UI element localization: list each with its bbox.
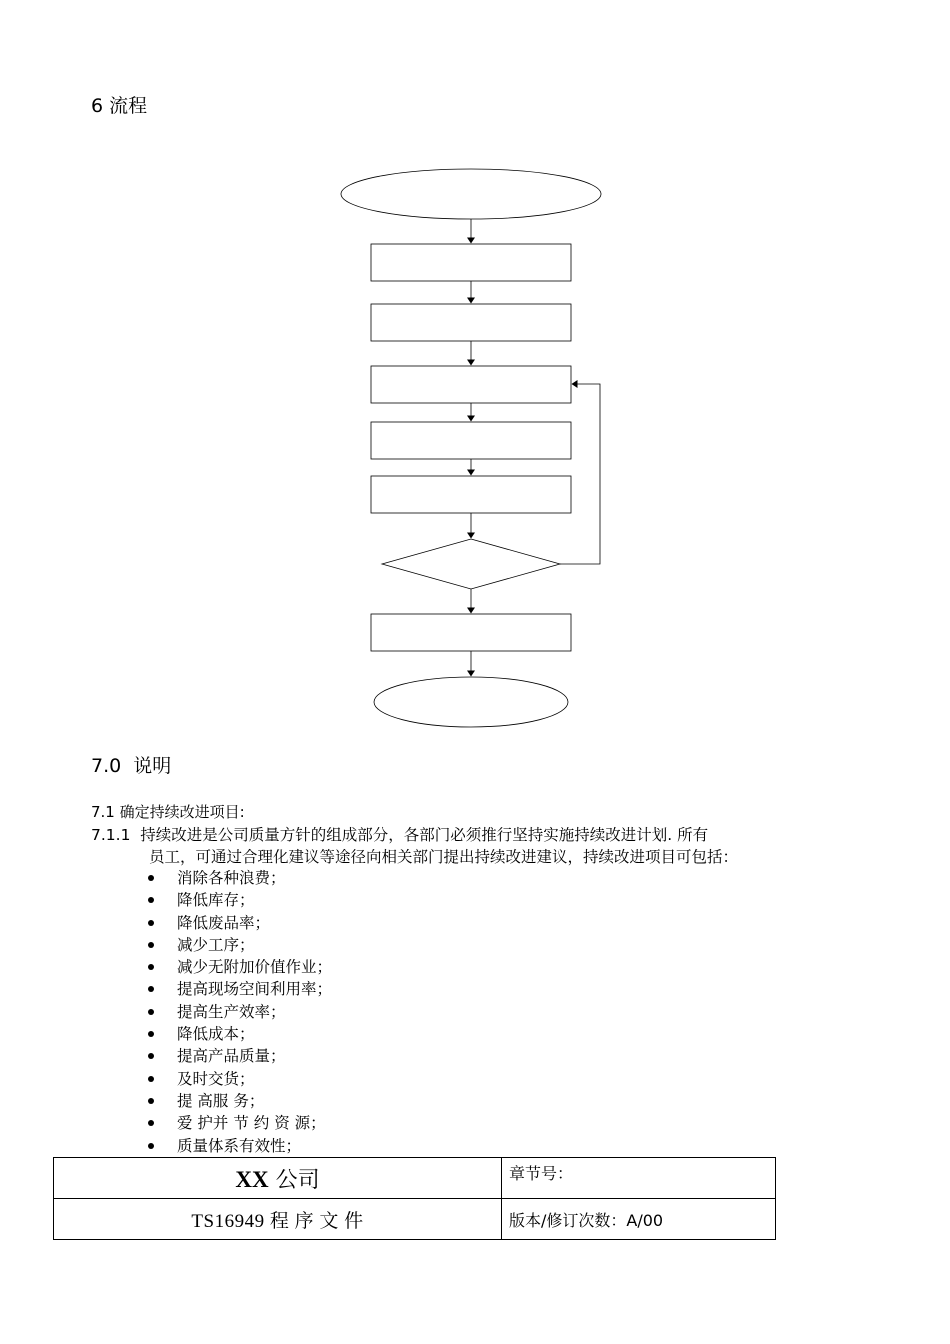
- list-item: 降低废品率；: [146, 912, 332, 934]
- bullet-icon: [148, 1053, 154, 1059]
- bullet-icon: [148, 897, 154, 903]
- bullet-icon: [148, 875, 154, 881]
- document-title-cell: [54, 1199, 502, 1240]
- flow-loop-back-arrow: [560, 384, 600, 564]
- flow-step-box: [371, 244, 571, 281]
- flow-end-ellipse: [374, 677, 568, 727]
- bullet-icon: [148, 1009, 154, 1015]
- flow-step-box: [371, 304, 571, 341]
- item-7-1-1-line2: 员工，可通过合理化建议等途径向相关部门提出持续改进建议，持续改进项目可包括：: [149, 848, 739, 866]
- bullet-icon: [148, 986, 154, 992]
- list-item: 降低成本；: [146, 1023, 332, 1045]
- item-7-1-1-line1: 7.1.1 持续改进是公司质量方针的组成部分，各部门必须推行坚持实施持续改进计划. 所有: [91, 826, 709, 844]
- bullet-icon: [148, 1098, 154, 1104]
- list-item: 提高现场空间利用率；: [146, 978, 332, 1000]
- chapter-number-cell: [502, 1158, 776, 1199]
- document-footer-table: [53, 1157, 776, 1240]
- version-cell: [502, 1199, 776, 1240]
- list-item: 及时交货；: [146, 1068, 332, 1090]
- improvement-items-list: [146, 867, 332, 1157]
- document-title: TS16949 程 序 文 件: [191, 1210, 364, 1232]
- list-item: 提高生产效率；: [146, 1001, 332, 1023]
- list-item: 降低库存；: [146, 889, 332, 911]
- list-item: 减少无附加价值作业；: [146, 956, 332, 978]
- bullet-icon: [148, 1076, 154, 1082]
- version-label: 版本/修订次数：A/00: [509, 1210, 664, 1230]
- bullet-icon: [148, 920, 154, 926]
- flow-step-box: [371, 476, 571, 513]
- bullet-icon: [148, 964, 154, 970]
- flow-step-box: [371, 366, 571, 403]
- bullet-icon: [148, 1031, 154, 1037]
- section-6-heading: 6 流程: [91, 95, 148, 117]
- list-item: 质量体系有效性；: [146, 1135, 332, 1157]
- bullet-icon: [148, 942, 154, 948]
- item-7-1: 7.1 确定持续改进项目:: [91, 803, 245, 821]
- company-name-suffix: 公司: [268, 1167, 320, 1193]
- company-name-cell: [54, 1158, 502, 1199]
- section-7-heading: 7.0 说明: [91, 755, 172, 777]
- flow-step-box: [371, 614, 571, 651]
- bullet-icon: [148, 1120, 154, 1126]
- list-item: 提高产品质量；: [146, 1045, 332, 1067]
- flow-decision-diamond: [382, 539, 560, 589]
- chapter-label: 章节号：: [509, 1164, 574, 1183]
- flow-start-ellipse: [341, 169, 601, 219]
- flow-step-box: [371, 422, 571, 459]
- list-item: 减少工序；: [146, 934, 332, 956]
- list-item: 提 高服 务；: [146, 1090, 332, 1112]
- list-item: 爱 护并 节 约 资 源；: [146, 1112, 332, 1134]
- list-item: 消除各种浪费；: [146, 867, 332, 889]
- company-name-bold: XX: [235, 1166, 269, 1192]
- bullet-icon: [148, 1143, 154, 1149]
